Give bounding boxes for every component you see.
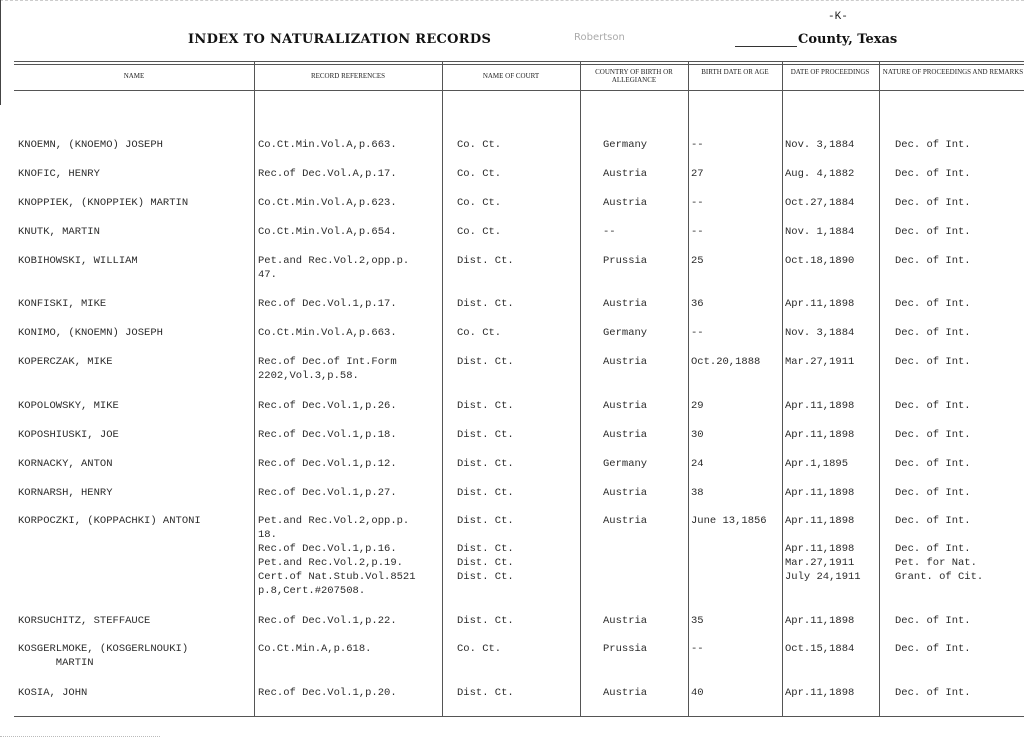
column-divider [688,62,689,717]
row-date: Apr.11,1898 [785,298,855,310]
row-date: Nov. 1,1884 [785,226,855,238]
row-date: Mar.27,1911 [785,356,855,368]
row-date: Oct.15,1884 [785,643,855,655]
row-court: Dist. Ct. [457,255,514,267]
row-birth: June 13,1856 [691,515,767,527]
column-header-nature: NATURE OF PROCEEDINGS AND REMARKS [882,68,1024,76]
row-nature: Dec. of Int. [895,356,971,368]
row-date: Nov. 3,1884 [785,327,855,339]
row-country: Germany [603,458,648,470]
row-country: Austria [603,487,648,499]
row-record-reference: Rec.of Dec.Vol.A,p.17. [258,168,397,180]
row-nature: Dec. of Int. [895,400,971,412]
row-name: KOPOLOWSKY, MIKE [18,400,119,412]
row-record-reference: Rec.of Dec.Vol.1,p.18. [258,429,397,441]
header-top-rule-double [14,64,1024,65]
row-nature: Dec. of Int. [895,487,971,499]
row-court: Co. Ct. [457,139,502,151]
row-date: Apr.11,1898 Apr.11,1898 Mar.27,1911 July 24,1911 [785,515,861,583]
row-name: KOPOSHIUSKI, JOE [18,429,119,441]
row-country: Austria [603,197,648,209]
row-country: Austria [603,168,648,180]
row-country: Germany [603,139,648,151]
column-header-date: DATE OF PROCEEDINGS [790,68,870,76]
row-date: Aug. 4,1882 [785,168,855,180]
row-record-reference: Pet.and Rec.Vol.2,opp.p. 47. [258,255,410,281]
row-record-reference: Rec.of Dec.of Int.Form 2202,Vol.3,p.58. [258,356,397,382]
header-top-rule [14,61,1024,62]
row-nature: Dec. of Int. [895,458,971,470]
column-header-birth: BIRTH DATE OR AGE [701,68,769,76]
row-name: KOPERCZAK, MIKE [18,356,113,368]
row-record-reference: Rec.of Dec.Vol.1,p.12. [258,458,397,470]
page-title: INDEX TO NATURALIZATION RECORDS [188,32,492,47]
row-country: Austria [603,429,648,441]
row-court: Dist. Ct. [457,356,514,368]
row-court: Co. Ct. [457,226,502,238]
row-nature: Dec. of Int. [895,615,971,627]
row-record-reference: Co.Ct.Min.Vol.A,p.623. [258,197,397,209]
row-record-reference: Rec.of Dec.Vol.1,p.17. [258,298,397,310]
row-court: Dist. Ct. [457,400,514,412]
row-record-reference: Co.Ct.Min.Vol.A,p.663. [258,327,397,339]
row-record-reference: Pet.and Rec.Vol.2,opp.p. 18. Rec.of Dec.Vol.1,p.16. Pet.and Rec.Vol.2,p.19. Cert.of Nat.Stub.Vol.8521 p.8,Cert.#207508. [258,515,416,597]
row-birth: -- [691,197,704,209]
column-header-name: NAME [123,72,145,80]
row-birth: 30 [691,429,704,441]
row-birth: 36 [691,298,704,310]
row-court: Co. Ct. [457,168,502,180]
county-name-handwritten: Robertson [574,32,625,43]
row-date: Nov. 3,1884 [785,139,855,151]
column-header-country: COUNTRY OF BIRTH OR ALLEGIANCE [595,68,673,84]
row-record-reference: Rec.of Dec.Vol.1,p.20. [258,687,397,699]
row-birth: 38 [691,487,704,499]
row-birth: 40 [691,687,704,699]
row-record-reference: Rec.of Dec.Vol.1,p.22. [258,615,397,627]
row-court: Dist. Ct. Dist. Ct. Dist. Ct. Dist. Ct. [457,515,514,583]
row-country: Austria [603,400,648,412]
row-court: Co. Ct. [457,643,502,655]
row-date: Apr.11,1898 [785,615,855,627]
row-birth: -- [691,226,704,238]
row-date: Apr.11,1898 [785,429,855,441]
row-nature: Dec. of Int. [895,168,971,180]
row-nature: Dec. of Int. [895,197,971,209]
row-birth: Oct.20,1888 [691,356,761,368]
row-name: KOBIHOWSKI, WILLIAM [18,255,138,267]
row-court: Dist. Ct. [457,429,514,441]
row-record-reference: Rec.of Dec.Vol.1,p.27. [258,487,397,499]
row-name: KONFISKI, MIKE [18,298,107,310]
row-date: Apr.11,1898 [785,487,855,499]
row-country: Prussia [603,255,648,267]
row-nature: Dec. of Int. [895,429,971,441]
row-name: KORPOCZKI, (KOPPACHKI) ANTONI [18,515,201,527]
column-header-record-references: RECORD REFERENCES [310,72,386,80]
row-name: KORSUCHITZ, STEFFAUCE [18,615,151,627]
row-record-reference: Co.Ct.Min.Vol.A,p.663. [258,139,397,151]
scan-top-edge [0,0,1024,5]
row-court: Dist. Ct. [457,687,514,699]
row-birth: 25 [691,255,704,267]
row-court: Co. Ct. [457,327,502,339]
county-blank-line [735,46,797,47]
row-date: Apr.11,1898 [785,687,855,699]
row-name: KNOEMN, (KNOEMO) JOSEPH [18,139,163,151]
row-country: Germany [603,327,648,339]
row-nature: Dec. of Int. [895,255,971,267]
column-divider [254,62,255,717]
column-divider [782,62,783,717]
row-court: Dist. Ct. [457,298,514,310]
scan-left-edge [0,0,1,105]
row-date: Oct.27,1884 [785,197,855,209]
row-name: KORNARSH, HENRY [18,487,113,499]
row-country: Prussia [603,643,648,655]
row-country: Austria [603,687,648,699]
row-date: Apr.11,1898 [785,400,855,412]
column-header-court: NAME OF COURT [482,72,540,80]
row-record-reference: Co.Ct.Min.A,p.618. [258,643,372,655]
row-nature: Dec. of Int. [895,687,971,699]
row-country: Austria [603,298,648,310]
county-label: County, Texas [798,32,898,47]
row-nature: Dec. of Int. [895,327,971,339]
row-record-reference: Rec.of Dec.Vol.1,p.26. [258,400,397,412]
table-bottom-rule [14,716,1024,717]
row-country: Austria [603,356,648,368]
row-country: Austria [603,515,648,527]
row-birth: 27 [691,168,704,180]
header-bottom-rule [14,90,1024,91]
column-divider [580,62,581,717]
row-birth: -- [691,643,704,655]
row-name: KOSIA, JOHN [18,687,88,699]
row-court: Dist. Ct. [457,487,514,499]
row-name: KORNACKY, ANTON [18,458,113,470]
row-country: -- [603,226,616,238]
column-divider [442,62,443,717]
row-birth: 29 [691,400,704,412]
row-name: KNUTK, MARTIN [18,226,100,238]
row-record-reference: Co.Ct.Min.Vol.A,p.654. [258,226,397,238]
row-nature: Dec. of Int. Dec. of Int. Pet. for Nat. Grant. of Cit. [895,515,984,583]
row-birth: 35 [691,615,704,627]
row-nature: Dec. of Int. [895,298,971,310]
row-name: KOSGERLMOKE, (KOSGERLNOUKI) MARTIN [18,643,189,669]
row-nature: Dec. of Int. [895,643,971,655]
row-name: KNOPPIEK, (KNOPPIEK) MARTIN [18,197,189,209]
column-divider [879,62,880,717]
row-date: Oct.18,1890 [785,255,855,267]
row-birth: 24 [691,458,704,470]
row-court: Co. Ct. [457,197,502,209]
row-country: Austria [603,615,648,627]
letter-section-mark: -K- [828,11,848,23]
scan-bottom-edge [0,736,160,737]
row-birth: -- [691,327,704,339]
row-birth: -- [691,139,704,151]
row-name: KONIMO, (KNOEMN) JOSEPH [18,327,163,339]
row-nature: Dec. of Int. [895,139,971,151]
row-date: Apr.1,1895 [785,458,849,470]
row-court: Dist. Ct. [457,458,514,470]
row-nature: Dec. of Int. [895,226,971,238]
row-court: Dist. Ct. [457,615,514,627]
row-name: KNOFIC, HENRY [18,168,100,180]
